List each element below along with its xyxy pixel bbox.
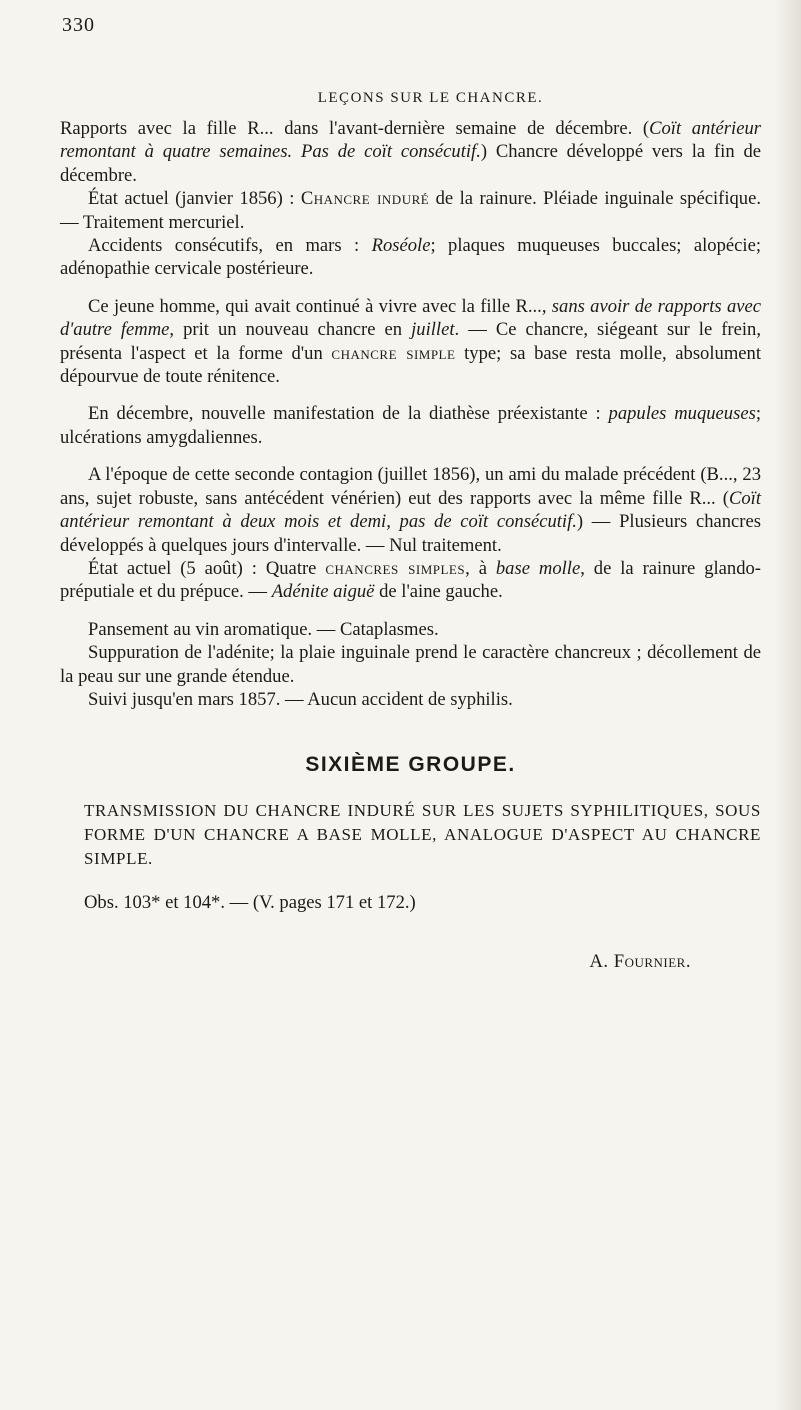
paragraph-rapports: Rapports avec la fille R... dans l'avant-dernière semaine de décembre. (Coït antérieur remontant à quatre semaines. Pas de coït consécutif.) Chancre développé vers la fin de décembre.	[60, 118, 761, 186]
paragraph-accidents-consecutifs: Accidents consécutifs, en mars : Roséole; plaques muqueuses buccales; alopécie; adénopathie cervicale postérieure.	[60, 235, 761, 280]
page-number: 330	[62, 14, 95, 36]
section-subtitle: TRANSMISSION DU CHANCRE INDURÉ SUR LES SUJETS SYPHILITIQUES, SOUS FORME D'UN CHANCRE A BASE MOLLE, ANALOGUE D'ASPECT AU CHANCRE SIMPLE.	[84, 801, 761, 869]
paragraph-suivi: Suivi jusqu'en mars 1857. — Aucun accident de syphilis.	[88, 688, 513, 710]
section-title: SIXIÈME GROUPE.	[305, 753, 516, 777]
paragraph-decembre: En décembre, nouvelle manifestation de la diathèse préexistante : papules muqueuses; ulcérations amygdaliennes.	[60, 403, 761, 448]
paragraph-suppuration: Suppuration de l'adénite; la plaie inguinale prend le caractère chancreux ; décollement de la peau sur une grande étendue.	[60, 642, 761, 687]
paragraph-seconde-contagion: A l'époque de cette seconde contagion (juillet 1856), un ami du malade précédent (B..., 23 ans, sujet robuste, sans antécédent vénérien) eut des rapports avec la même fille R... (Coït antérieur remontant à deux mois et demi, pas de coït consécutif.) — Plusieurs chancres développés à quelques jours d'intervalle. — Nul traitement.	[60, 464, 761, 556]
running-head: LEÇONS SUR LE CHANCRE.	[317, 90, 544, 106]
paragraph-jeune-homme: Ce jeune homme, qui avait continué à vivre avec la fille R..., sans avoir de rapports avec d'autre femme, prit un nouveau chancre en juillet. — Ce chancre, siégeant sur le frein, présenta l'aspect et la forme d'un chancre simple type; sa base resta molle, absolument dépourvue de toute rénitence.	[60, 295, 761, 388]
author-signature: A. Fournier.	[589, 950, 691, 972]
observation-reference: Obs. 103* et 104*. — (V. pages 171 et 172.)	[84, 892, 416, 914]
paragraph-pansement: Pansement au vin aromatique. — Cataplasmes.	[88, 618, 439, 640]
paragraph-etat-actuel-aout: État actuel (5 août) : Quatre chancres simples, à base molle, de la rainure glando-préputiale et du prépuce. — Adénite aiguë de l'aine gauche.	[60, 557, 761, 603]
page-edge-shadow	[775, 0, 801, 1410]
paragraph-etat-actuel-janvier: État actuel (janvier 1856) : Chancre induré de la rainure. Pléiade inguinale spécifique. — Traitement mercuriel.	[60, 188, 761, 233]
